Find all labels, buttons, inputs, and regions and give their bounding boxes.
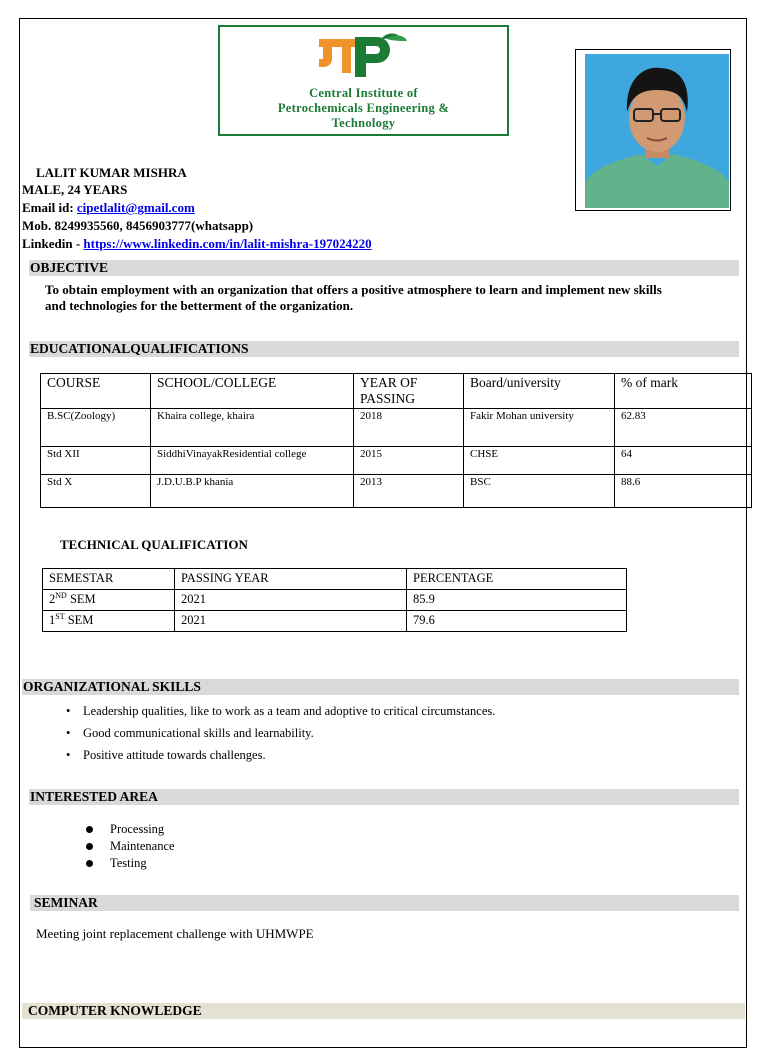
logo-line-1: Central Institute of	[309, 86, 418, 100]
table-cell: 64	[615, 447, 752, 475]
list-item	[86, 855, 175, 872]
education-table	[40, 373, 752, 508]
table-cell: Khaira college, khaira	[151, 409, 354, 447]
bullet-icon	[86, 860, 93, 867]
logo-text	[220, 86, 507, 131]
table-cell	[43, 590, 175, 611]
objective-title: OBJECTIVE	[30, 260, 109, 275]
objective-header-bar	[29, 260, 739, 276]
bullet-icon	[86, 843, 93, 850]
table-cell: B.SC(Zoology)	[41, 409, 151, 447]
table-row	[41, 475, 752, 508]
candidate-name: LALIT KUMAR MISHRA	[36, 165, 187, 180]
header-cell: SCHOOL/COLLEGE	[151, 374, 354, 409]
list-item	[86, 838, 175, 855]
table-cell: Fakir Mohan university	[464, 409, 615, 447]
objective-text: To obtain employment with an organization that offers a positive atmosphere to learn and implement new skills and technologies for the betterment of the organization.	[45, 282, 662, 313]
table-cell: 85.9	[407, 590, 627, 611]
logo-line-3: Technology	[331, 116, 396, 130]
linkedin-link[interactable]: https://www.linkedin.com/in/lalit-mishra-197024220	[83, 236, 372, 251]
table-cell: SiddhiVinayakResidential college	[151, 447, 354, 475]
interests-title: INTERESTED AREA	[30, 789, 158, 804]
header-cell: COURSE	[41, 374, 151, 409]
list-item-text: Testing	[110, 856, 147, 870]
header-cell: YEAR OF PASSING	[354, 374, 464, 409]
list-item-text: Positive attitude towards challenges.	[83, 748, 266, 762]
semester-ordinal: ST	[55, 611, 65, 621]
technical-table	[42, 568, 627, 632]
table-cell: 2015	[354, 447, 464, 475]
table-cell: Std X	[41, 475, 151, 508]
table-row	[41, 447, 752, 475]
seminar-header-bar	[30, 895, 739, 911]
header-cell: PASSING YEAR	[175, 569, 407, 590]
logo-mark-icon	[315, 33, 415, 83]
bullet-icon: •	[66, 748, 71, 762]
list-item	[66, 744, 495, 766]
logo-line-2: Petrochemicals Engineering &	[277, 101, 450, 115]
education-title: EDUCATIONALQUALIFICATIONS	[30, 341, 249, 356]
email-line	[22, 200, 195, 216]
org-skills-title: ORGANIZATIONAL SKILLS	[23, 679, 201, 694]
email-link[interactable]: cipetlalit@gmail.com	[76, 200, 195, 215]
seminar-text: Meeting joint replacement challenge with UHMWPE	[36, 926, 314, 941]
table-cell	[43, 611, 175, 632]
table-cell: J.D.U.B.P khania	[151, 475, 354, 508]
linkedin-label: Linkedin -	[22, 236, 84, 251]
list-item-text: Maintenance	[110, 839, 175, 853]
list-item-text: Processing	[110, 822, 165, 836]
list-item	[66, 722, 495, 744]
header-cell: SEMESTAR	[43, 569, 175, 590]
semester-number: 2	[49, 592, 56, 606]
list-item-text: Good communicational skills and learnability.	[83, 726, 314, 740]
org-skills-list	[66, 700, 495, 766]
mobile-line: Mob. 8249935560, 8456903777(whatsapp)	[22, 218, 254, 233]
list-item	[86, 821, 175, 838]
semester-suffix: SEM	[66, 592, 96, 606]
bullet-icon: •	[66, 726, 71, 740]
institute-logo	[218, 25, 509, 136]
semester-suffix: SEM	[64, 613, 94, 627]
email-label: Email id:	[22, 200, 77, 215]
semester-ordinal: ND	[55, 590, 67, 600]
interests-list	[86, 821, 175, 872]
list-item-text: Leadership qualities, like to work as a team and adoptive to critical circumstances.	[83, 704, 496, 718]
table-row	[43, 611, 627, 632]
table-cell: CHSE	[464, 447, 615, 475]
table-cell: 2018	[354, 409, 464, 447]
table-cell: 2021	[175, 590, 407, 611]
table-cell: BSC	[464, 475, 615, 508]
table-row	[43, 590, 627, 611]
linkedin-line	[22, 236, 372, 252]
technical-header-row	[43, 569, 627, 590]
table-cell: 79.6	[407, 611, 627, 632]
table-cell: Std XII	[41, 447, 151, 475]
profile-photo	[585, 54, 729, 208]
bullet-icon: •	[66, 704, 71, 718]
table-cell: 2013	[354, 475, 464, 508]
header-cell: PERCENTAGE	[407, 569, 627, 590]
table-cell: 88.6	[615, 475, 752, 508]
semester-number: 1	[49, 613, 56, 627]
header-cell: Board/university	[464, 374, 615, 409]
gender-age: MALE, 24 YEARS	[22, 182, 128, 197]
education-header-row	[41, 374, 752, 409]
table-cell: 62.83	[615, 409, 752, 447]
profile-photo-frame	[575, 49, 731, 211]
header-cell: % of mark	[615, 374, 752, 409]
list-item	[66, 700, 495, 722]
seminar-title: SEMINAR	[34, 895, 98, 910]
table-row	[41, 409, 752, 447]
computer-title: COMPUTER KNOWLEDGE	[28, 1003, 202, 1018]
table-cell: 2021	[175, 611, 407, 632]
bullet-icon	[86, 826, 93, 833]
technical-title: TECHNICAL QUALIFICATION	[60, 537, 248, 552]
